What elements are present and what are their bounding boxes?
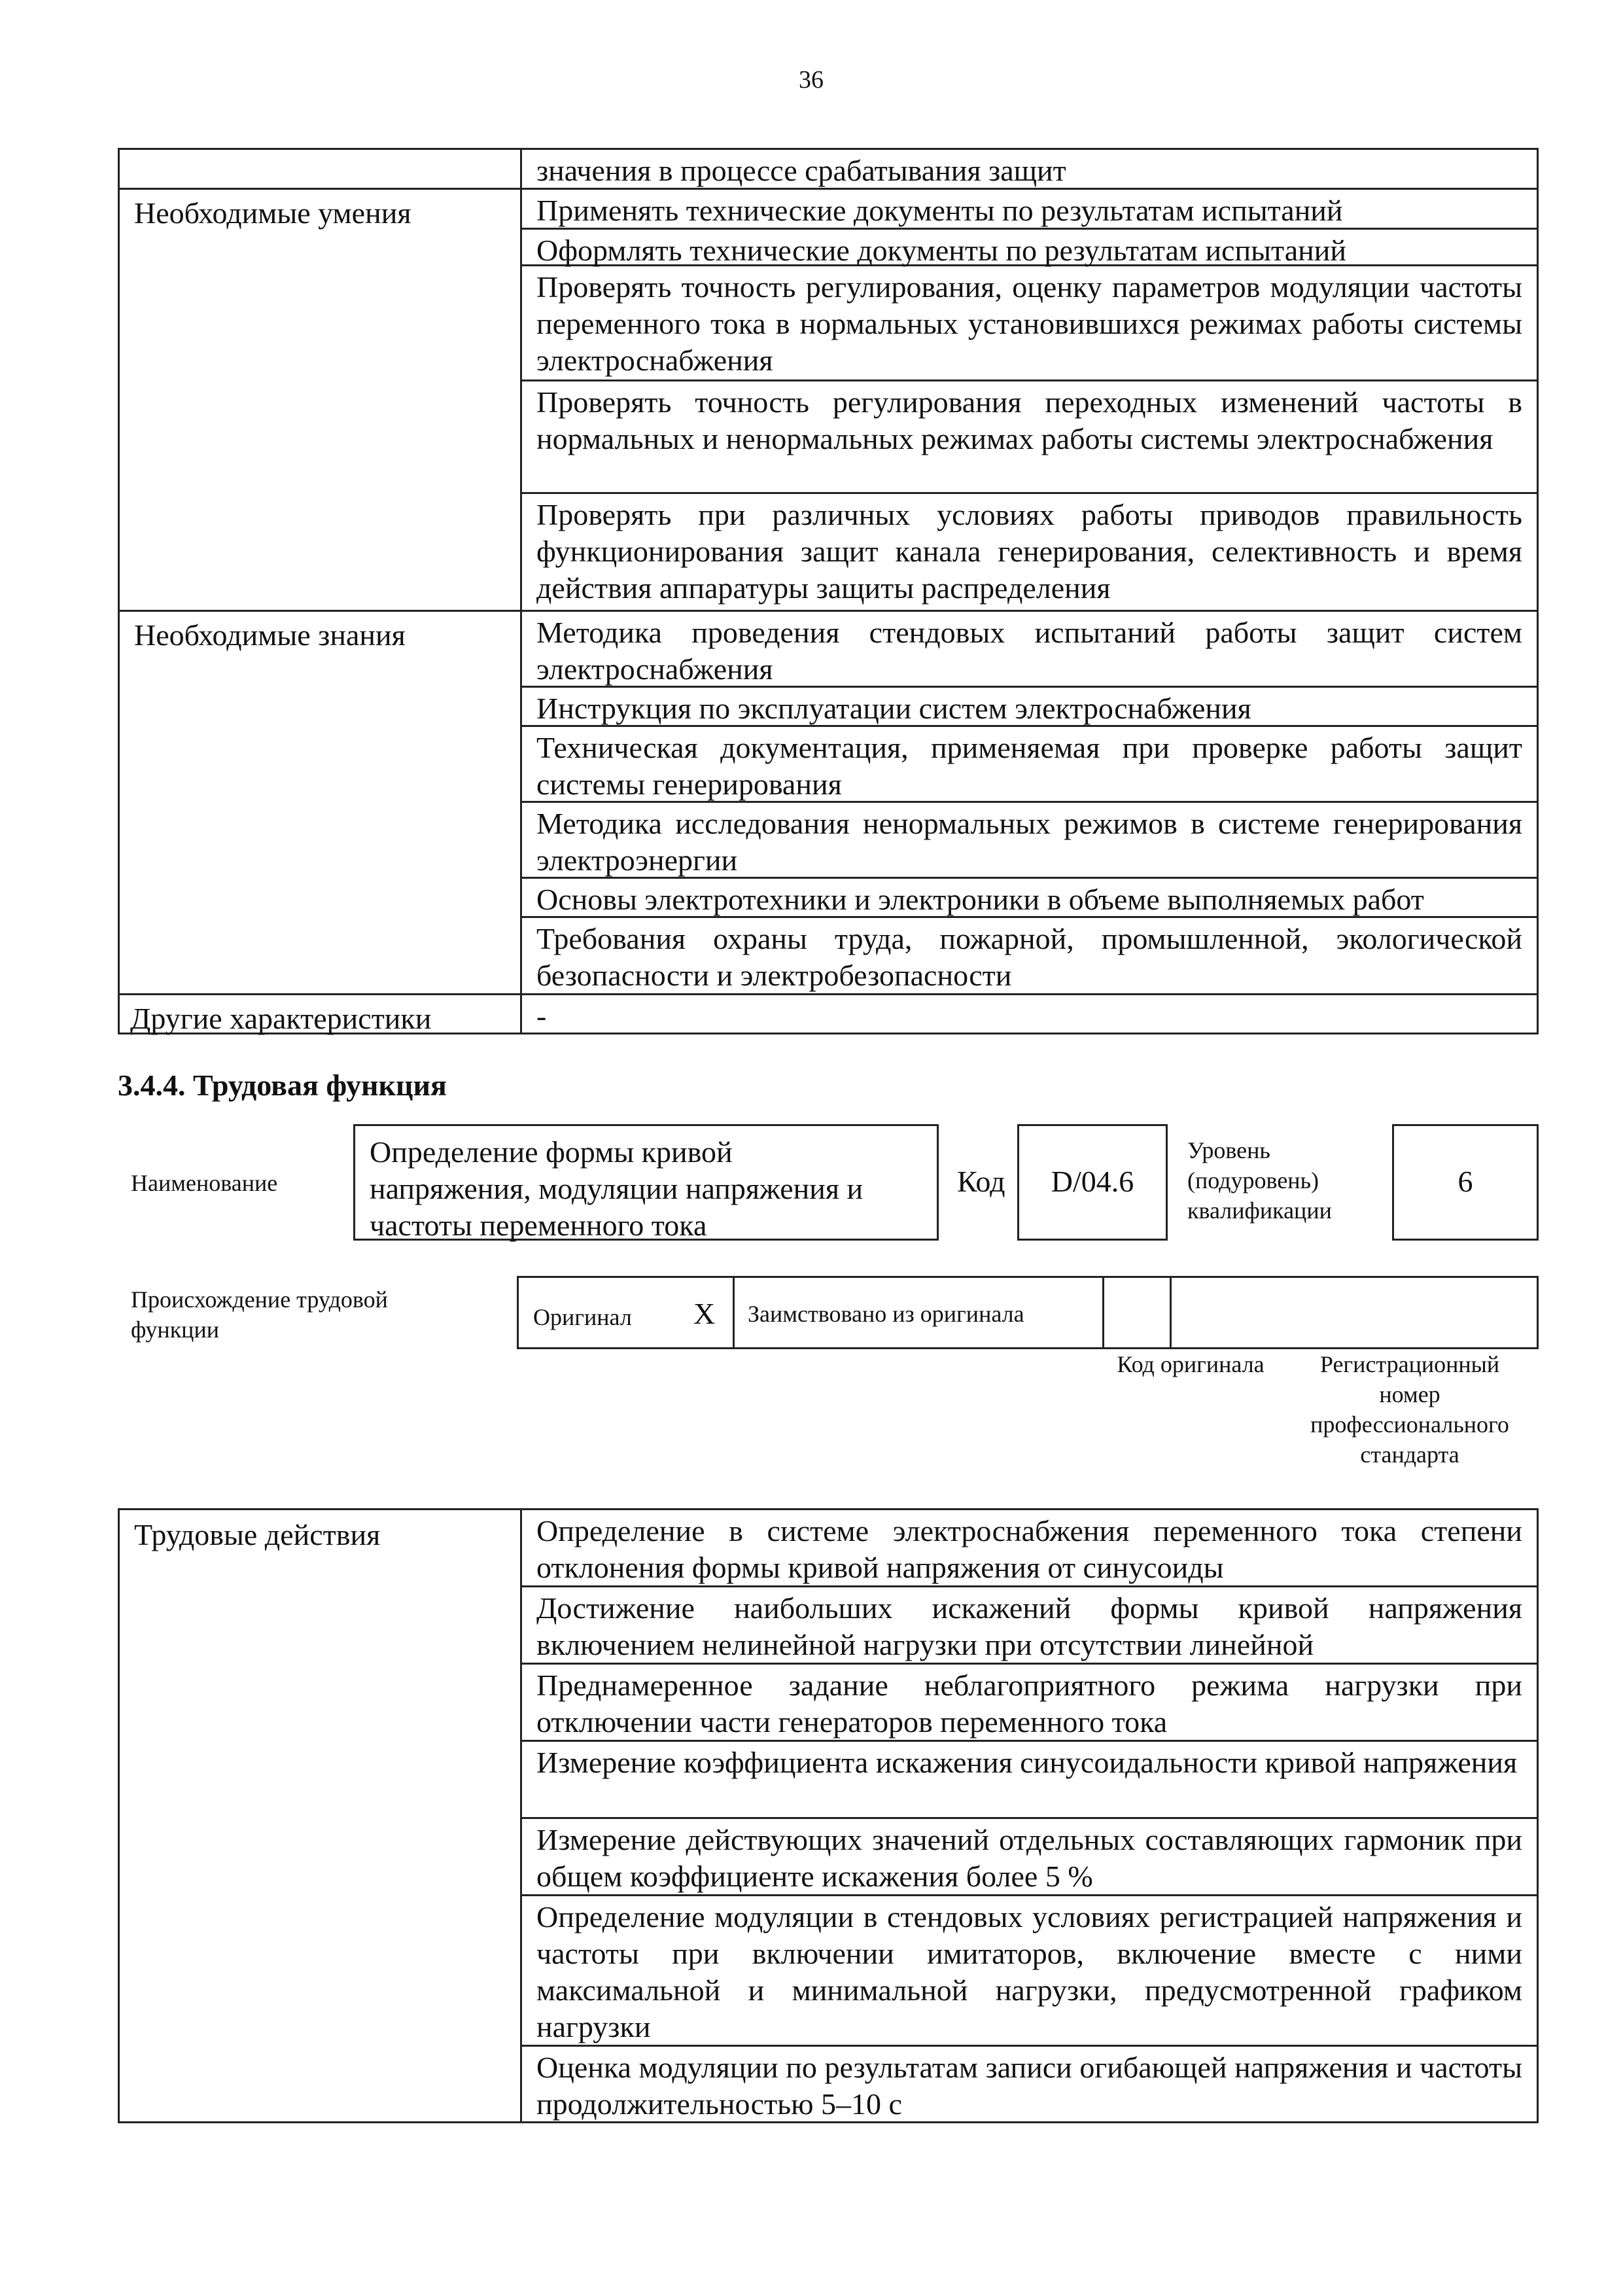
level-label: Уровень (подуровень) квалификации: [1187, 1137, 1332, 1224]
table-cell: Достижение наибольших искажений формы кривой напряжения включением нелинейной нагрузки при отсутствии линейной: [536, 1591, 1522, 1661]
origin-divider: [1102, 1276, 1104, 1349]
table-cell: Методика проведения стендовых испытаний работы защит систем электроснабжения: [536, 616, 1522, 686]
origin-divider: [1170, 1276, 1172, 1349]
table-cell: Измерение действующих значений отдельных составляющих гармоник при общем коэффициенте искажения более 5 %: [536, 1823, 1522, 1893]
origin-box: [517, 1276, 1539, 1349]
code-label: Код: [957, 1165, 1005, 1198]
function-name-box: [353, 1124, 939, 1241]
table-cell: значения в процессе срабатывания защит: [536, 154, 1066, 187]
function-name-value: Определение формы кривой напряжения, модуляции напряжения и частоты переменного тока: [370, 1135, 864, 1242]
table-cell: Методика исследования ненормальных режимов в системе генерирования электроэнергии: [536, 807, 1522, 877]
table-cell: Применять технические документы по результатам испытаний: [536, 194, 1343, 227]
table-cell: Преднамеренное задание неблагоприятного режима нагрузки при отключении части генераторов переменного тока: [536, 1669, 1522, 1739]
borrowed-label: Заимствовано из оригинала: [748, 1301, 1024, 1327]
name-label: Наименование: [131, 1170, 278, 1196]
table-cell: Определение модуляции в стендовых условиях регистрацией напряжения и частоты при включении имитаторов, включение вместе с ними максимальной и минимальной нагрузки, предусмотренной графиком нагрузки: [536, 1900, 1522, 2043]
code-box: [1017, 1124, 1168, 1241]
table-cell: Основы электротехники и электроники в объеме выполняемых работ: [536, 883, 1424, 916]
table-cell: Измерение коэффициента искажения синусоидальности кривой напряжения: [536, 1746, 1518, 1779]
row-label-skills: Необходимые умения: [134, 196, 411, 230]
table-cell: Проверять при различных условиях работы приводов правильность функционирования защит канала генерирования, селективность и время действия аппаратуры защиты распределения: [536, 498, 1522, 605]
row-label-other: Другие характеристики: [130, 1002, 432, 1035]
reg-number-caption: Регистрационный номер профессионального стандарта: [1310, 1351, 1509, 1468]
table-cell: Требования охраны труда, пожарной, промышленной, экологической безопасности и электробезопасности: [536, 922, 1522, 992]
table-border: [1537, 148, 1539, 1034]
table-border: [118, 1508, 120, 2123]
code-original-caption: Код оригинала: [1117, 1351, 1265, 1377]
row-label-actions: Трудовые действия: [134, 1518, 381, 1551]
origin-label: Происхождение трудовой функции: [131, 1286, 388, 1343]
table-cell: Инструкция по эксплуатации систем электроснабжения: [536, 692, 1251, 725]
table-cell: Проверять точность регулирования, оценку параметров модуляции частоты переменного тока в нормальных установившихся режимах работы системы электроснабжения: [536, 270, 1522, 377]
level-value: 6: [1457, 1165, 1473, 1198]
table-cell: Определение в системе электроснабжения переменного тока степени отклонения формы кривой напряжения от синусоиды: [536, 1514, 1522, 1584]
original-mark: X: [693, 1297, 716, 1330]
table-border: [1537, 1508, 1539, 2123]
origin-divider: [733, 1276, 735, 1349]
table-cell: Проверять точность регулирования переходных изменений частоты в нормальных и ненормальных режимах работы системы электроснабжения: [536, 385, 1522, 455]
original-label: Оригинал: [533, 1304, 632, 1330]
table-cell: Оформлять технические документы по результатам испытаний: [536, 234, 1346, 267]
level-box: [1392, 1124, 1539, 1241]
section-title: 3.4.4. Трудовая функция: [118, 1069, 447, 1102]
page-number: 36: [799, 66, 824, 94]
table-cell: Оценка модуляции по результатам записи огибающей напряжения и частоты продолжительностью 5–10 с: [536, 2051, 1522, 2121]
code-value: D/04.6: [1051, 1165, 1134, 1198]
table-border: [118, 148, 120, 1034]
row-label-knowledge: Необходимые знания: [134, 618, 406, 652]
table-cell: -: [536, 999, 547, 1033]
table-cell: Техническая документация, применяемая при проверке работы защит системы генерирования: [536, 731, 1522, 801]
